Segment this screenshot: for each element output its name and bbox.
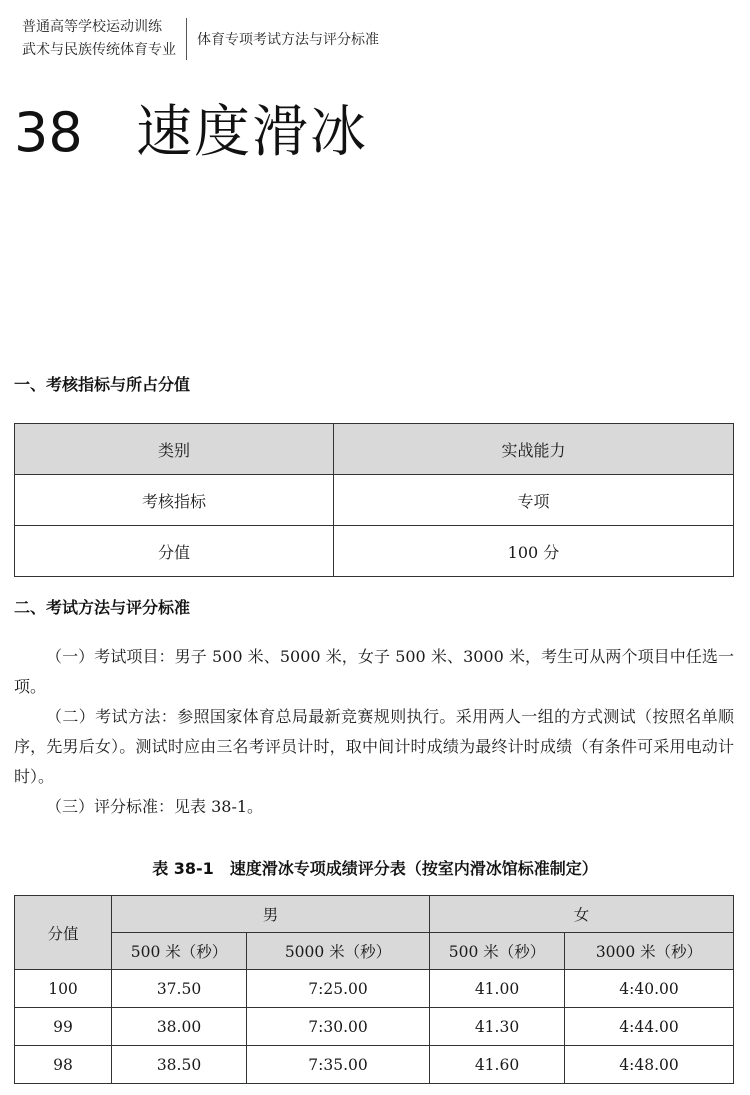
assessment-table [14,423,734,577]
header-left [22,18,186,60]
paragraph-exam-items: （一）考试项目：男子 500 米、5000 米，女子 500 米、3000 米，考生可从两个项目中任选一项。 [14,647,734,696]
table-cell: 38.00 [112,1008,247,1046]
page-header [22,18,379,60]
header-line-2: 武术与民族传统体育专业 [22,42,176,58]
table-cell: 分值 [15,526,334,577]
female-header-cell: 女 [430,896,734,933]
table-cell: 4:40.00 [565,970,734,1008]
section-2-body [14,642,734,822]
chapter-heading [14,88,368,168]
table-cell: 37.50 [112,970,247,1008]
scoring-table [14,895,734,1084]
subheader-cell: 5000 米（秒） [247,933,430,970]
score-header-cell: 分值 [15,896,112,970]
table-row [15,970,734,1008]
table-cell: 专项 [334,475,734,526]
table-cell: 4:44.00 [565,1008,734,1046]
table-cell: 38.50 [112,1046,247,1084]
table-row [15,1008,734,1046]
table-cell: 100 [15,970,112,1008]
header-right [187,18,379,60]
chapter-title: 速度滑冰 [136,100,368,165]
table-cell: 7:25.00 [247,970,430,1008]
subheader-cell: 3000 米（秒） [565,933,734,970]
male-header-cell: 男 [112,896,430,933]
table-row [15,424,734,475]
chapter-number: 38 [14,101,83,164]
table-header-cell: 实战能力 [334,424,734,475]
paragraph-scoring-standard: （三）评分标准：见表 38-1。 [46,797,264,816]
table-cell: 99 [15,1008,112,1046]
table-cell: 7:35.00 [247,1046,430,1084]
table-cell: 41.30 [430,1008,565,1046]
paragraph-exam-method: （二）考试方法：参照国家体育总局最新竞赛规则执行。采用两人一组的方式测试（按照名单顺序，先男后女）。测试时应由三名考评员计时，取中间计时成绩为最终计时成绩（有条件可采用电动计时）。 [14,707,734,786]
table-caption: 表 38-1 速度滑冰专项成绩评分表（按室内滑冰馆标准制定） [152,859,598,878]
table-subheader-row [15,933,734,970]
header-line-1: 普通高等学校运动训练 [22,19,162,35]
table-cell: 100 分 [334,526,734,577]
table-cell: 41.60 [430,1046,565,1084]
table-row [15,526,734,577]
table-cell: 7:30.00 [247,1008,430,1046]
table-row [15,1046,734,1084]
section-2-heading: 二、考试方法与评分标准 [14,598,191,617]
table-cell: 考核指标 [15,475,334,526]
table-header-cell: 类别 [15,424,334,475]
table-cell: 41.00 [430,970,565,1008]
header-book-title: 体育专项考试方法与评分标准 [197,32,379,48]
table-cell: 98 [15,1046,112,1084]
table-header-row [15,896,734,933]
table-cell: 4:48.00 [565,1046,734,1084]
subheader-cell: 500 米（秒） [430,933,565,970]
table-row [15,475,734,526]
subheader-cell: 500 米（秒） [112,933,247,970]
section-1-heading: 一、考核指标与所占分值 [14,375,191,394]
